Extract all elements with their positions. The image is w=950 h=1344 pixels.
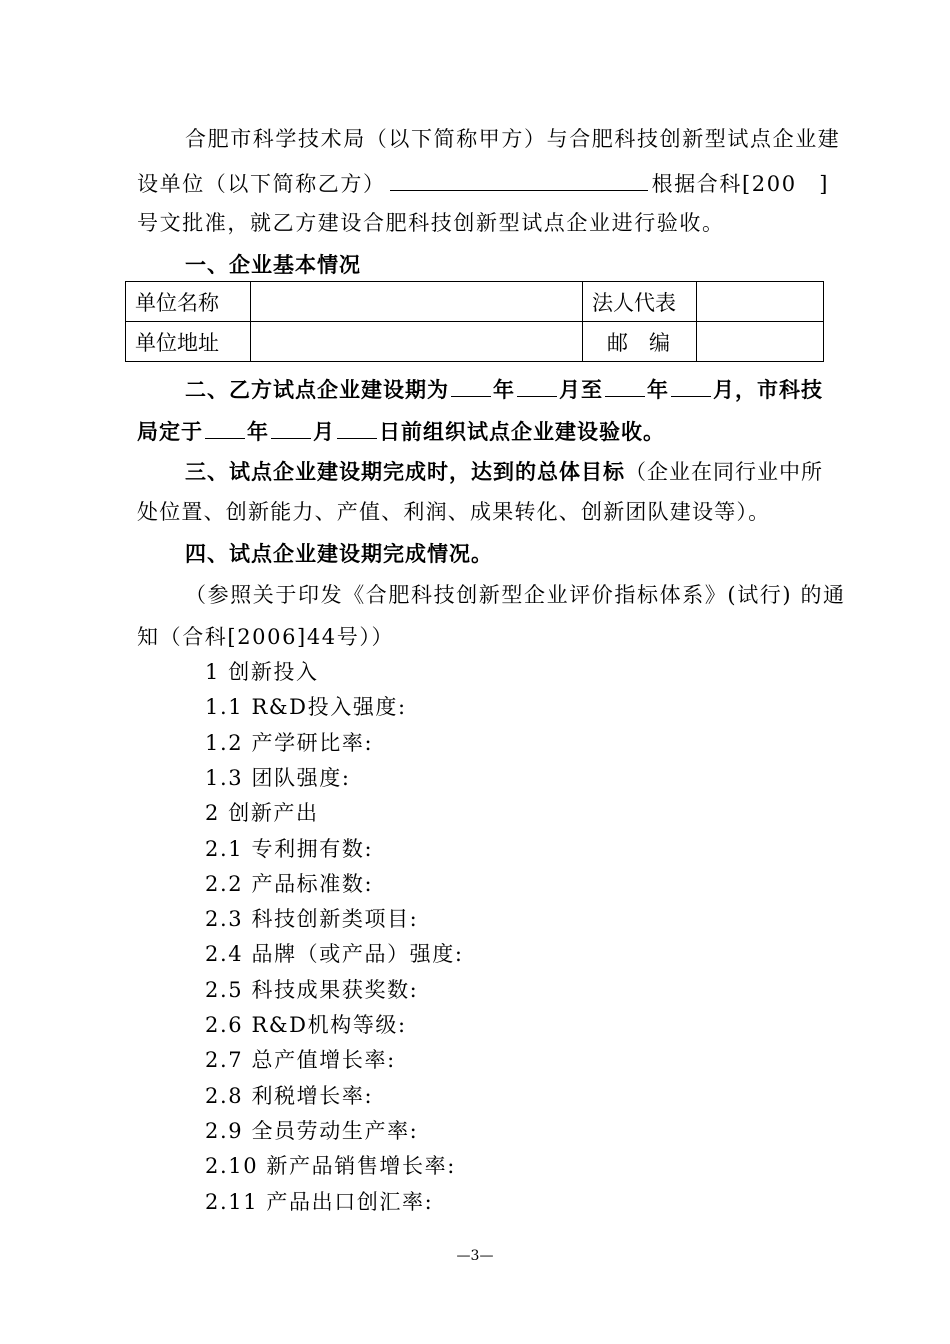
intro-line-3: 号文批准，就乙方建设合肥科技创新型试点企业进行验收。 — [137, 211, 725, 235]
s2-text-a: 二、乙方试点企业建设期为 — [185, 377, 449, 402]
section3-line-1 — [185, 460, 823, 484]
indicator-item: 1.2 产学研比率: — [205, 730, 374, 755]
postcode-label: 邮 编 — [583, 322, 697, 362]
indicator-item: 1 创新投入 — [205, 660, 319, 684]
month-blank-2 — [671, 377, 711, 397]
section2-line-1 — [185, 377, 823, 402]
s2-text-e: 月，市科技 — [713, 377, 823, 402]
section3-line-1-rest: （企业在同行业中所 — [625, 460, 823, 484]
indicator-item: 2.9 全员劳动生产率: — [205, 1118, 419, 1143]
s2-text-b: 年 — [493, 377, 515, 402]
reference-line-2: 知（合科[2006]44号）） — [137, 625, 395, 649]
indicator-item: 2.7 总产值增长率: — [205, 1048, 396, 1073]
legal-rep-label: 法人代表 — [583, 282, 697, 322]
month-blank-1 — [517, 377, 557, 397]
indicator-item: 2.1 专利拥有数: — [205, 836, 374, 861]
indicator-item: 2.2 产品标准数: — [205, 871, 374, 896]
indicator-item: 1.1 R&D投入强度: — [205, 695, 407, 720]
s2-text-f: 局定于 — [137, 419, 203, 444]
indicator-item: 2.11 产品出口创汇率: — [205, 1189, 434, 1214]
section3-line-2: 处位置、创新能力、产值、利润、成果转化、创新团队建设等）。 — [137, 500, 771, 524]
indicator-item: 2 创新产出 — [205, 801, 319, 826]
s2-text-i: 日前组织试点企业建设验收。 — [379, 419, 665, 444]
intro-line-2-end: 根据合科[200 ] — [651, 172, 830, 196]
legal-rep-cell — [697, 282, 824, 322]
indicator-item: 2.10 新产品销售增长率: — [205, 1154, 456, 1179]
unit-address-cell — [251, 322, 583, 362]
section3-heading: 三、试点企业建设期完成时，达到的总体目标 — [185, 459, 625, 484]
year-blank-3 — [205, 419, 245, 439]
month-blank-3 — [271, 419, 311, 439]
postcode-cell — [697, 322, 824, 362]
day-blank — [337, 419, 377, 439]
indicator-item: 2.3 科技创新类项目: — [205, 907, 419, 932]
year-blank-1 — [451, 377, 491, 397]
year-blank-2 — [605, 377, 645, 397]
intro-line-1: 合肥市科学技术局（以下简称甲方）与合肥科技创新型试点企业建 — [185, 127, 841, 151]
unit-name-cell — [251, 282, 583, 322]
unit-address-label: 单位地址 — [126, 322, 251, 362]
s2-text-c: 月至 — [559, 377, 603, 402]
section4-heading: 四、试点企业建设期完成情况。 — [185, 541, 493, 566]
s2-text-g: 年 — [247, 419, 269, 444]
section2-line-2 — [137, 419, 665, 444]
unit-name-label: 单位名称 — [126, 282, 251, 322]
unit-name-blank — [390, 171, 648, 191]
section1-heading: 一、企业基本情况 — [185, 252, 361, 277]
indicator-item: 2.6 R&D机构等级: — [205, 1013, 407, 1037]
reference-line-1: （参照关于印发《合肥科技创新型企业评价指标体系》(试行) 的通 — [185, 583, 846, 607]
page-number: —3— — [456, 1248, 494, 1264]
indicator-item: 2.8 利税增长率: — [205, 1083, 374, 1108]
indicator-item: 1.3 团队强度: — [205, 765, 351, 790]
intro-line-2 — [137, 171, 829, 196]
s2-text-h: 月 — [313, 419, 335, 444]
basic-info-table — [125, 281, 824, 362]
s2-text-d: 年 — [647, 377, 669, 402]
intro-line-2-start: 设单位（以下简称乙方） — [137, 172, 386, 196]
indicator-item: 2.4 品牌（或产品）强度: — [205, 942, 464, 967]
indicator-item: 2.5 科技成果获奖数: — [205, 977, 419, 1002]
